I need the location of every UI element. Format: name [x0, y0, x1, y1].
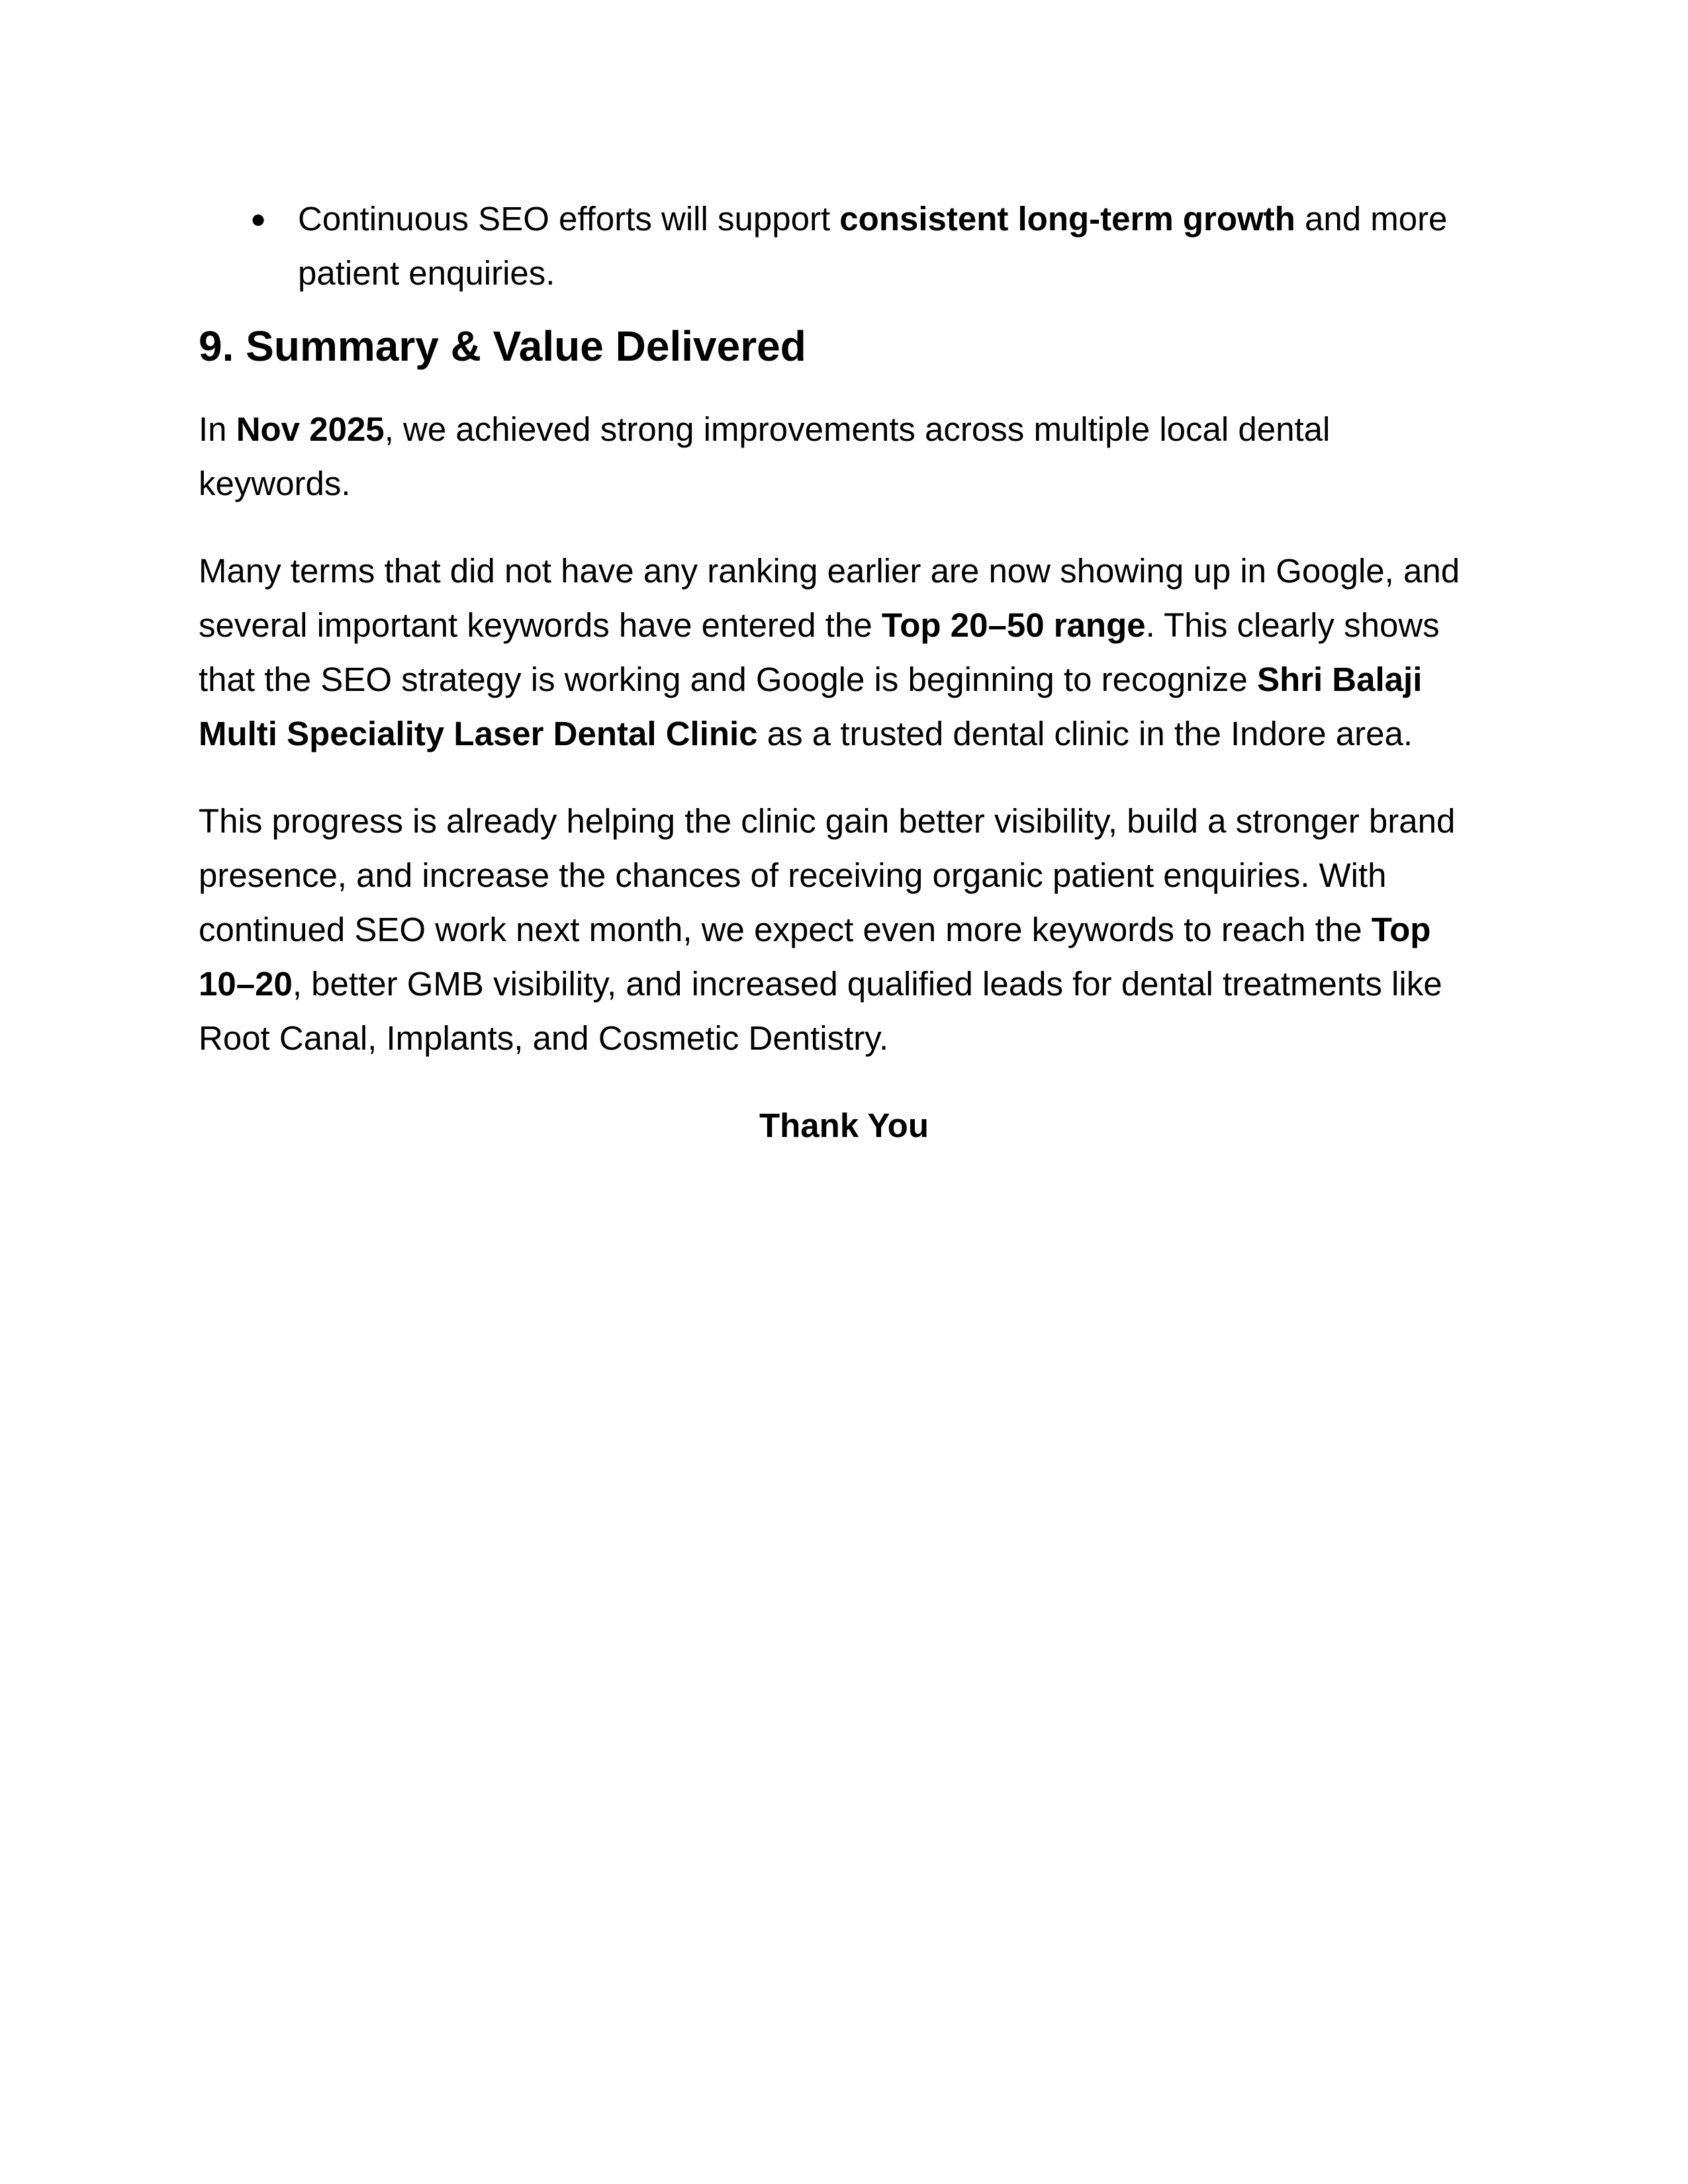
summary-paragraph-3 — [199, 794, 1489, 1066]
bullet-text-before: Continuous SEO efforts will support — [298, 200, 840, 238]
bullet-dot-icon: ● — [250, 205, 267, 234]
para3-bold-range: Top 10–20 — [199, 911, 1431, 1003]
closing-thank-you: Thank You — [759, 1107, 929, 1144]
para2-text-1: Many terms that did not have any ranking earlier are now showing up in Google, and several important keywords have entered the — [199, 552, 1460, 644]
section-heading: 9. Summary & Value Delivered — [199, 322, 806, 370]
bullet-bold-text: consistent long-term growth — [839, 200, 1295, 238]
para2-text-2: . This clearly shows that the SEO strategy is working and Google is beginning to recognize — [199, 606, 1440, 698]
summary-paragraph-1 — [199, 402, 1489, 511]
para3-text-1: This progress is already helping the clinic gain better visibility, build a stronger brand presence, and increase the chances of receiving organic patient enquiries. With continued SEO work next month, we expect even more keywords to reach the — [199, 802, 1456, 948]
bullet-text-after: and more patient enquiries. — [298, 200, 1448, 292]
para2-bold-range: Top 20–50 range — [881, 606, 1146, 644]
para1-bold-date: Nov 2025 — [236, 410, 385, 448]
para2-bold-clinic-name: Shri Balaji Multi Speciality Laser Dental Clinic — [199, 660, 1423, 752]
para1-text-1: In — [199, 410, 236, 448]
page-content — [199, 192, 1489, 1153]
para2-text-3: as a trusted dental clinic in the Indore area. — [757, 715, 1413, 752]
summary-paragraph-2 — [199, 544, 1489, 761]
para3-text-2: , better GMB visibility, and increased qualified leads for dental treatments like Root Canal, Implants, and Cosmetic Dentistry. — [199, 965, 1442, 1057]
bullet-item — [199, 192, 1489, 300]
para1-text-2: , we achieved strong improvements across multiple local dental keywords. — [199, 410, 1331, 502]
